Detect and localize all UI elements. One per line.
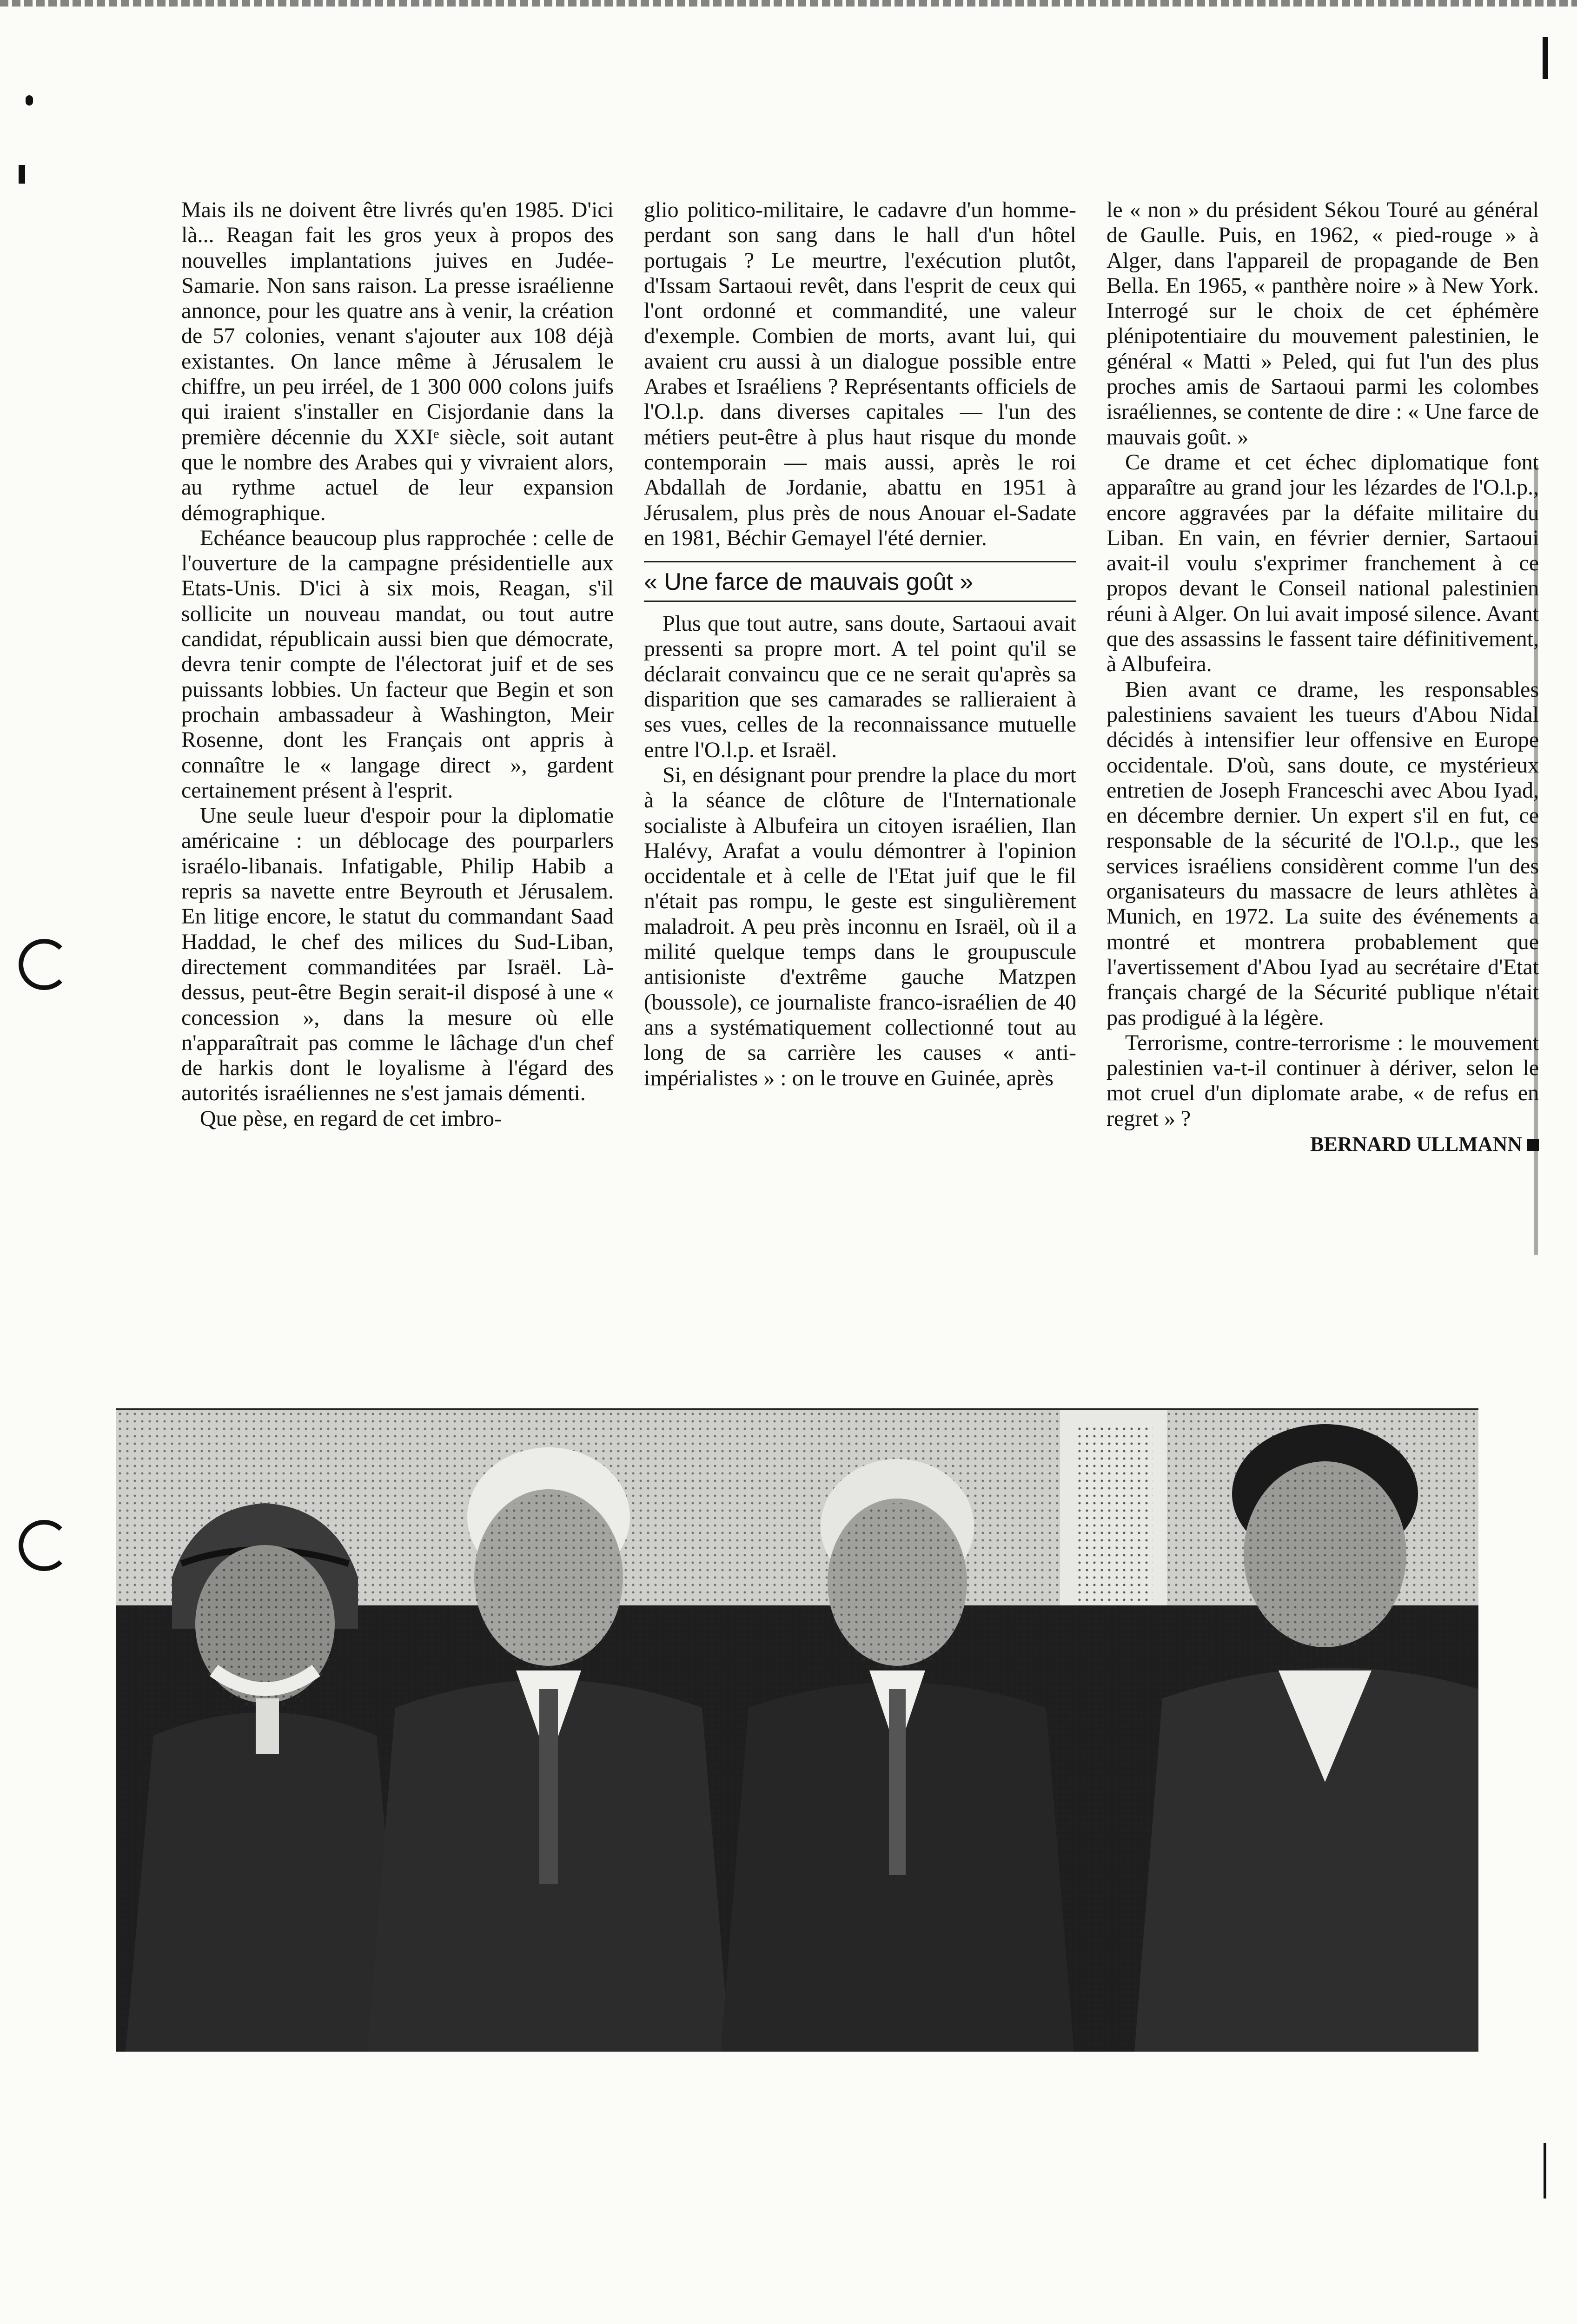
end-mark xyxy=(1527,1139,1539,1151)
scan-mark xyxy=(19,165,25,184)
paragraph: Que pèse, en regard de cet imbro- xyxy=(200,1106,502,1131)
paragraph: Echéance beaucoup plus rapprochée : celle de l'ouverture de la campagne présidentielle aux Etats-Unis. D'ici à six mois, Reagan, s'il sollicite un nouveau mandat, ou tout autre candidat, républicain aussi bien que démocrate, devra tenir compte de l'électorat juif et de ses puissants lobbies. Un facteur que Begin et son prochain ambassadeur à Washington, Meir Rosenne, dont les Français ont appris à connaître le « langage direct », gardent certainement présent à l'esprit. xyxy=(181,525,614,803)
section-subheading: « Une farce de mauvais goût » xyxy=(644,561,1076,602)
paragraph: Bien avant ce drame, les responsables palestiniens savaient les tueurs d'Abou Nidal décidés à intensifier leur offensive en Europe occidentale. D'où, sans doute, ce mystérieux entretien de Joseph Franceschi avec Abou Iyad, en décembre dernier. Un expert s'il en fut, ce responsable de la sécurité de l'O.l.p., que les services israéliens considèrent comme l'un des organisateurs du massacre de leurs athlètes à Munich, en 1972. La suite des événements a montré et montrera probablement que l'avertissement d'Abou Iyad au secrétaire d'Etat français chargé de la Sécurité publique n'était pas prodigué à la légère. xyxy=(1107,677,1539,1030)
article-column-3 xyxy=(1107,198,1539,1157)
paragraph: le « non » du président Sékou Touré au général de Gaulle. Puis, en 1962, « pied-rouge » à Alger, dans l'appareil de propagande de Ben Bella. En 1965, « panthère noire » à New York. Interrogé sur le choix de cet éphémère plénipotentiaire du mouvement palestinien, le général « Matti » Peled, qui fut l'un des plus proches amis de Sartaoui parmi les colombes israéliennes, se contente de dire : « Une farce de mauvais goût. » xyxy=(1107,198,1539,449)
paragraph: Si, en désignant pour prendre la place du mort à la séance de clôture de l'Internationale socialiste à Albufeira un citoyen israélien, Ilan Halévy, Arafat a voulu démontrer à l'opinion occidentale et à celle de l'Etat juif que le fil n'était pas rompu, le geste est singulièrement maladroit. A peu près inconnu en Israël, où il a milité quelque temps dans le groupuscule antisioniste d'extrême gauche Matzpen (boussole), ce journaliste franco-israélien de 40 ans a systématiquement collectionné tout au long de sa carrière les causes « anti-impérialistes » : on le trouve en Guinée, après xyxy=(644,762,1076,1090)
photo-illustration xyxy=(116,1410,1478,2052)
punch-hole-mark xyxy=(19,1520,70,1571)
paragraph: Mais ils ne doivent être livrés qu'en 1985. D'ici là... Reagan fait les gros yeux à propos des nouvelles implantations juives en Judée-Samarie. Non sans raison. La presse israélienne annonce, pour les quatre ans à venir, la création de 57 colonies, venant s'ajouter aux 108 déjà existantes. On lance même à Jérusalem le chiffre, un peu irréel, de 1 300 000 colons juifs qui iraient s'installer en Cisjordanie dans la première décennie du XXIᵉ siècle, soit autant que le nombre des Arabes qui y vivraient alors, au rythme actuel de leur expansion démographique. xyxy=(181,198,614,525)
paragraph: Terrorisme, contre-terrorisme : le mouvement palestinien va-t-il continuer à dériver, selon le mot cruel d'un diplomate arabe, « de refus en regret » ? xyxy=(1107,1030,1539,1131)
article-column-2 xyxy=(644,198,1076,1091)
news-photo xyxy=(116,1408,1478,2052)
paragraph: glio politico-militaire, le cadavre d'un homme-perdant son sang dans le hall d'un hôtel portugais ? Le meurtre, l'exécution plutôt, d'Issam Sartaoui revêt, dans l'esprit de ceux qui l'ont ordonné et commandité, une valeur d'exemple. Combien de morts, avant lui, qui avaient cru aussi à un dialogue possible entre Arabes et Israéliens ? Représentants officiels de l'O.l.p. dans diverses capitales — l'un des métiers peut-être à plus haut risque du monde contemporain — mais aussi, après le roi Abdallah de Jordanie, abattu en 1951 à Jérusalem, plus près de nous Anouar el-Sadate en 1981, Béchir Gemayel l'été dernier. xyxy=(644,198,1076,550)
paragraph: Une seule lueur d'espoir pour la diplomatie américaine : un déblocage des pourparlers israélo-libanais. Infatigable, Philip Habib a repris sa navette entre Beyrouth et Jérusalem. En litige encore, le statut du commandant Saad Haddad, le chef des milices du Sud-Liban, directement commanditées par Israël. Là-dessus, peut-être Begin serait-il disposé à une « concession », dans la mesure où elle n'apparaîtrait pas comme le lâchage d'un chef de harkis dont le loyalisme à l'égard des autorités israéliennes ne s'est jamais démenti. xyxy=(181,803,614,1106)
author-signature: BERNARD ULLMANN xyxy=(1310,1132,1522,1155)
article-column-1 xyxy=(181,198,614,1131)
scan-mark xyxy=(1543,37,1548,79)
punch-hole-mark xyxy=(19,939,70,990)
scan-mark xyxy=(26,95,33,106)
paragraph: Ce drame et cet échec diplomatique font apparaître au grand jour les lézardes de l'O.l.p., encore aggravées par la défaite militaire du Liban. En vain, en février dernier, Sartaoui avait-il voulu s'exprimer franchement à ce propos devant le Conseil national palestinien réuni à Alger. On lui avait imposé silence. Avant que des assassins le fassent taire définitivement, à Albufeira. xyxy=(1107,449,1539,677)
scan-edge-top xyxy=(0,0,1577,7)
paragraph: Plus que tout autre, sans doute, Sartaoui avait pressenti sa propre mort. A tel point qu'il se déclarait convaincu que ce ne serait qu'après sa disparition que ses camarades se rallieraient à ses vues, celles de la reconnaissance mutuelle entre l'O.l.p. et Israël. xyxy=(644,611,1076,762)
scan-mark xyxy=(1544,2143,1546,2199)
